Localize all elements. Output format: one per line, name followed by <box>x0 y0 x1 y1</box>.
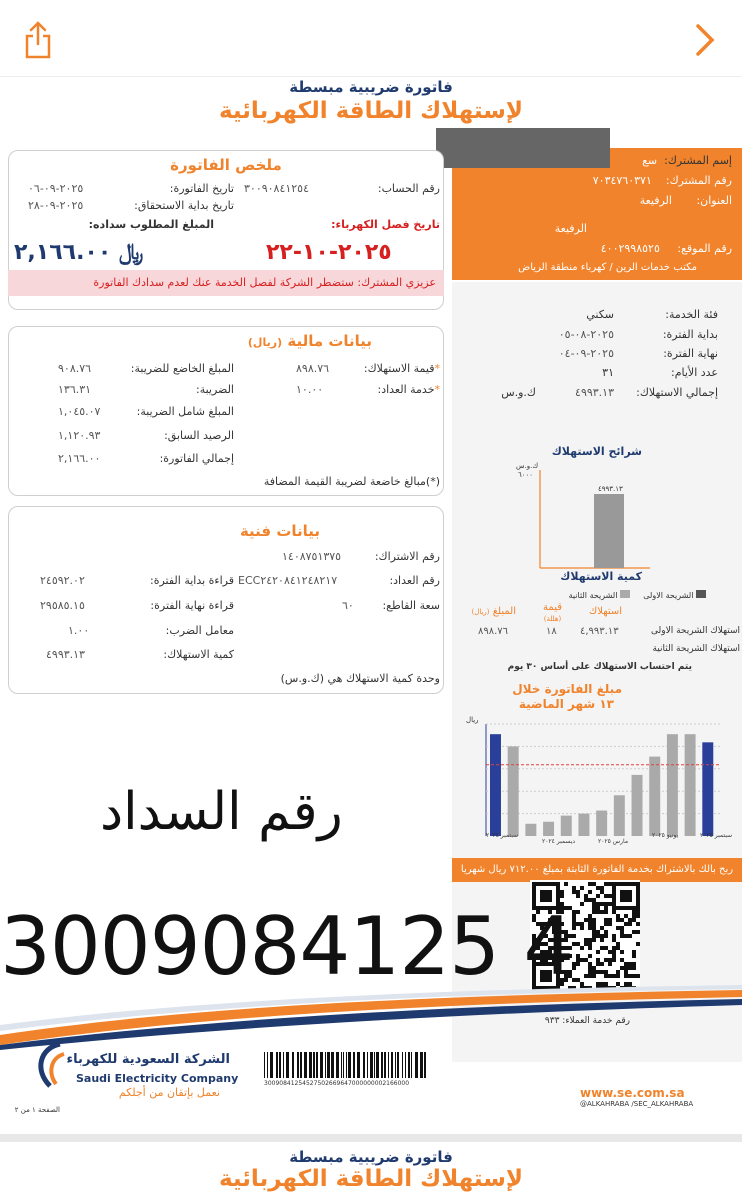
invoice-title-line2: لإستهلاك الطاقة الكهربائية <box>218 98 524 124</box>
barcode-number: 30090841254527502669647000000002166000 <box>264 1080 410 1087</box>
tax-label: الضريبة: <box>195 383 234 396</box>
warning-text: عزيزي المشترك: ستضطر الشركة لفصل الخدمة عنك لعدم سدادك الفاتورة <box>93 276 436 289</box>
history-chart <box>462 716 726 846</box>
address-row <box>640 194 732 207</box>
riyal-symbol-icon: ﷼ <box>111 240 144 265</box>
breaker-capacity-label: سعة القاطع: <box>382 599 440 612</box>
tiers-y-unit: ك.و.س <box>516 462 539 470</box>
tier2-row-label: استهلاك الشريحة الثانية <box>652 644 740 654</box>
history-y-unit: ريال <box>466 716 479 724</box>
consumption-qty-label: كمية الاستهلاك: <box>163 648 234 661</box>
end-reading-label: قراءة نهاية الفترة: <box>150 599 234 612</box>
social-handles[interactable]: @ALKAHRABA /SEC_ALKAHRABA <box>580 1100 694 1108</box>
unit-note: وحدة كمية الاستهلاك هي (ك.و.س) <box>280 672 440 685</box>
website-link[interactable]: www.se.com.sa <box>580 1086 685 1100</box>
history-bar <box>632 775 643 836</box>
share-icon[interactable] <box>22 20 54 60</box>
company-name-ar: الشركة السعودية للكهرباء <box>66 1052 230 1067</box>
history-bar <box>614 795 625 836</box>
consumption-qty-value <box>46 648 85 661</box>
page-separator <box>0 1134 742 1142</box>
disconnect-date-value: ٢٠٢٥-١٠-٢٢ <box>266 240 392 265</box>
page-number: الصفحة ١ من ٢ <box>14 1106 60 1114</box>
vat-note: (*)مبالغ خاضعة لضريبة القيمة المضافة <box>263 475 440 488</box>
col-value-text: قيمة <box>543 602 562 613</box>
previous-balance-text: ١,١٢٠.٩٣ <box>58 429 101 442</box>
customer-care-text: رقم خدمة العملاء: ٩٣٣ <box>544 1016 630 1026</box>
tax-value <box>58 383 91 396</box>
invoice-total-value <box>58 452 100 465</box>
subscription-label: رقم الاشتراك: <box>374 550 440 563</box>
top-toolbar <box>0 0 742 76</box>
history-chart-title1: مبلغ الفاتورة خلال <box>512 682 622 696</box>
tiers-bar-label: ٤٩٩٣.١٣ <box>598 485 623 493</box>
disconnect-date-label: تاريخ فصل الكهرباء: <box>331 218 440 231</box>
customer-number-label: رقم المشترك: <box>665 174 732 187</box>
next-page-title-line2: لإستهلاك الطاقة الكهربائية <box>218 1166 524 1192</box>
start-reading-text: ٢٤٥٩٢.٠٢ <box>40 574 85 587</box>
site-number-row <box>601 242 732 255</box>
tiers-chart-title: شرائح الاستهلاك <box>551 445 642 458</box>
total-consumption-value <box>575 386 614 399</box>
due-date-text: ٢٠٢٥-٠٩-٢٨ <box>28 199 84 212</box>
tier1-amount <box>478 626 508 637</box>
invoice-date-value <box>28 182 83 195</box>
days-count-label: عدد الأيام: <box>671 366 718 379</box>
history-bar <box>667 734 678 836</box>
legend-tier2 <box>569 590 630 600</box>
amount-due-value <box>14 240 143 265</box>
total-consumption-unit: ك.و.س <box>501 386 536 399</box>
total-consumption-label: إجمالي الاستهلاك: <box>636 386 718 399</box>
tier1-consumption-text: ٤,٩٩٣.١٣ <box>580 626 619 637</box>
redaction-block <box>436 128 610 168</box>
invoice-total-text: ٢,١٦٦.٠٠ <box>58 452 101 465</box>
consumption-value-text: ٨٩٨.٧٦ <box>296 362 330 375</box>
meter-service-value <box>296 383 323 396</box>
month-label-0: سبتمبر ٢٠٢٤ <box>486 832 519 839</box>
days-count-value: ٣١ <box>602 366 614 379</box>
due-date-label: تاريخ بداية الاستحقاق: <box>134 199 234 212</box>
chevron-right-icon[interactable] <box>690 22 720 58</box>
history-bar <box>490 734 501 836</box>
subscription-value <box>282 550 341 563</box>
due-date-value <box>28 199 83 212</box>
period-end-label: نهاية الفترة: <box>663 347 718 360</box>
col-value-unit: (هللة) <box>543 615 562 623</box>
payment-number-heading: رقم السداد <box>100 782 343 842</box>
period-start-label: بداية الفترة: <box>662 328 718 341</box>
amount-incl-tax-text: ١,٠٤٥.٠٧ <box>58 405 101 418</box>
consumption-value <box>296 362 329 375</box>
history-bar <box>508 746 519 836</box>
legend-tier2-swatch <box>620 590 630 598</box>
sec-logo-icon <box>30 1040 70 1090</box>
company-name-en: Saudi Electricity Company <box>76 1072 239 1085</box>
tiers-y-tick: ٦٠٠٠ <box>518 471 534 479</box>
period-end-value <box>559 347 614 360</box>
financial-title-unit: (ريال) <box>247 336 283 349</box>
taxable-amount-value <box>58 362 91 375</box>
consumption-qty-text: ٤٩٩٣.١٣ <box>46 648 85 661</box>
invoice-title-line1: فاتورة ضريبية مبسطة <box>289 78 453 96</box>
month-label-3: يونيو ٢٠٢٥ <box>652 832 679 839</box>
asterisk-icon: * <box>434 383 440 396</box>
multiplier-label: معامل الضرب: <box>165 624 234 637</box>
meter-service-text: ١٠.٠٠ <box>296 383 324 396</box>
calc-basis-note: يتم احتساب الاستهلاك على أساس ٣٠ يوم <box>507 662 692 672</box>
start-reading-value <box>40 574 85 587</box>
taxable-amount-label: المبلغ الخاضع للضريبة: <box>130 362 234 375</box>
payment-number: 3009084125 4 <box>0 900 574 993</box>
month-label-2: مارس ٢٠٢٥ <box>598 838 629 845</box>
amount-incl-tax-value <box>58 405 100 418</box>
taxable-amount-text: ٩٠٨.٧٦ <box>58 362 92 375</box>
invoice-date-label: تاريخ الفاتورة: <box>169 182 234 195</box>
account-number-value <box>244 182 309 195</box>
history-bar <box>525 824 536 836</box>
history-bar <box>649 757 660 836</box>
tier1-value <box>546 626 557 637</box>
customer-name-row <box>642 154 732 167</box>
technical-title: بيانات فنية <box>239 522 321 540</box>
subscription-text: ١٤٠٨٧٥١٣٧٥ <box>282 550 342 563</box>
end-reading-value <box>40 599 85 612</box>
tax-text: ١٣٦.٣١ <box>58 383 92 396</box>
customer-care-number <box>545 1016 630 1026</box>
account-number-row <box>378 182 440 195</box>
tiers-x-label: كمية الاستهلاك <box>560 570 642 583</box>
meter-number-text: ECC٢٤٢٠٨٤١٢٤٨٢١٧ <box>238 574 338 587</box>
customer-name-label: إسم المشترك: <box>664 154 732 167</box>
site-number-value: ٤٠٠٢٩٩٨٥٢٥ <box>600 242 660 255</box>
legend-tier1-swatch <box>696 590 706 598</box>
legend-tier2-text: الشريحة الثانية <box>568 591 618 600</box>
previous-balance-label: الرصيد السابق: <box>164 429 234 442</box>
col-amount-unit: (ريال) <box>471 608 490 616</box>
consumption-value-label <box>364 362 440 375</box>
customer-number-value: ٧٠٣٤٧٦٠٣٧١ <box>592 174 652 187</box>
account-label: رقم الحساب: <box>377 182 440 195</box>
legend-tier1-text: الشريحة الاولى <box>643 591 694 600</box>
meter-service-label <box>377 383 440 396</box>
payment-barcode <box>262 1052 432 1078</box>
history-bar <box>702 742 713 836</box>
month-label-4: سبتمبر ٢٠٢٥ <box>700 832 733 839</box>
col-value <box>543 602 562 624</box>
meter-number-label: رقم العداد: <box>389 574 440 587</box>
asterisk-icon: * <box>434 362 440 375</box>
financial-title <box>180 332 440 350</box>
company-slogan: نعمل بإتقان من أجلكم <box>118 1086 220 1099</box>
customer-name-value: سع <box>642 154 658 167</box>
tiers-chart <box>470 460 730 580</box>
amount-due-label: المبلغ المطلوب سداده: <box>88 218 214 231</box>
decorative-stripes <box>0 985 742 1050</box>
start-reading-label: قراءة بداية الفترة: <box>150 574 234 587</box>
tier1-consumption <box>580 626 619 637</box>
period-start-value <box>559 328 614 341</box>
address-label: العنوان: <box>696 194 732 207</box>
invoice-date-text: ٢٠٢٥-٠٩-٠٦ <box>28 182 84 195</box>
service-category-label: فئة الخدمة: <box>665 308 718 321</box>
financial-title-text: بيانات مالية <box>287 332 373 350</box>
breaker-capacity-text: ٦٠ <box>342 599 354 612</box>
next-page-title-line1: فاتورة ضريبية مبسطة <box>289 1148 453 1166</box>
service-category-value: سكني <box>586 308 614 321</box>
fixed-bill-banner: ربح بالك بالاشتراك بخدمة الفاتورة الثابتة بمبلغ ٧١٢.٠٠ ريال شهريا <box>452 858 742 882</box>
history-chart-title2: ١٣ شهر الماضية <box>518 697 614 711</box>
meter-service-label-text: خدمة العداد: <box>377 383 435 396</box>
history-bar <box>561 816 572 836</box>
address-line2: الرفيعة <box>554 222 587 235</box>
address-value: الرفيعة <box>639 194 672 207</box>
col-amount-text: المبلغ <box>492 606 516 617</box>
tier1-row-label: استهلاك الشريحة الاولى <box>650 626 740 636</box>
summary-title: ملخص الفاتورة <box>170 156 282 174</box>
customer-number-row <box>593 174 732 187</box>
invoice-total-label: إجمالي الفاتورة: <box>159 452 234 465</box>
history-bar <box>685 734 696 836</box>
consumption-value-label-text: قيمة الاستهلاك: <box>363 362 435 375</box>
history-bar <box>596 811 607 836</box>
total-consumption-text: ٤٩٩٣.١٣ <box>575 386 614 399</box>
period-end-text: ٢٠٢٥-٠٩-٠٤ <box>558 347 614 360</box>
tiers-bar <box>594 494 624 568</box>
amount-incl-tax-label: المبلغ شامل الضريبة: <box>136 405 234 418</box>
multiplier-text: ١.٠٠ <box>68 624 90 637</box>
history-bar <box>578 814 589 836</box>
history-bar <box>543 822 554 836</box>
month-label-1: ديسمبر ٢٠٢٤ <box>542 838 576 845</box>
office-text: مكتب خدمات الرين / كهرباء منطقة الرياض <box>518 262 697 273</box>
col-amount <box>472 606 516 617</box>
meter-number-value <box>238 574 337 587</box>
previous-balance-value <box>58 429 100 442</box>
period-start-text: ٢٠٢٥-٠٨-٠٥ <box>558 328 614 341</box>
breaker-capacity-value <box>342 599 354 612</box>
account-value-text: ٣٠٠٩٠٨٤١٢٥٤ <box>244 182 309 195</box>
end-reading-text: ٢٩٥٨٥.١٥ <box>40 599 85 612</box>
col-consumption: استهلاك <box>589 606 622 617</box>
site-number-label: رقم الموقع: <box>677 242 732 255</box>
multiplier-value <box>68 624 89 637</box>
amount-due-text: ٢,١٦٦.٠٠ <box>14 240 112 265</box>
tier1-value-text: ١٨ <box>546 626 557 637</box>
legend-tier1 <box>643 590 706 600</box>
tier1-amount-text: ٨٩٨.٧٦ <box>478 626 509 637</box>
